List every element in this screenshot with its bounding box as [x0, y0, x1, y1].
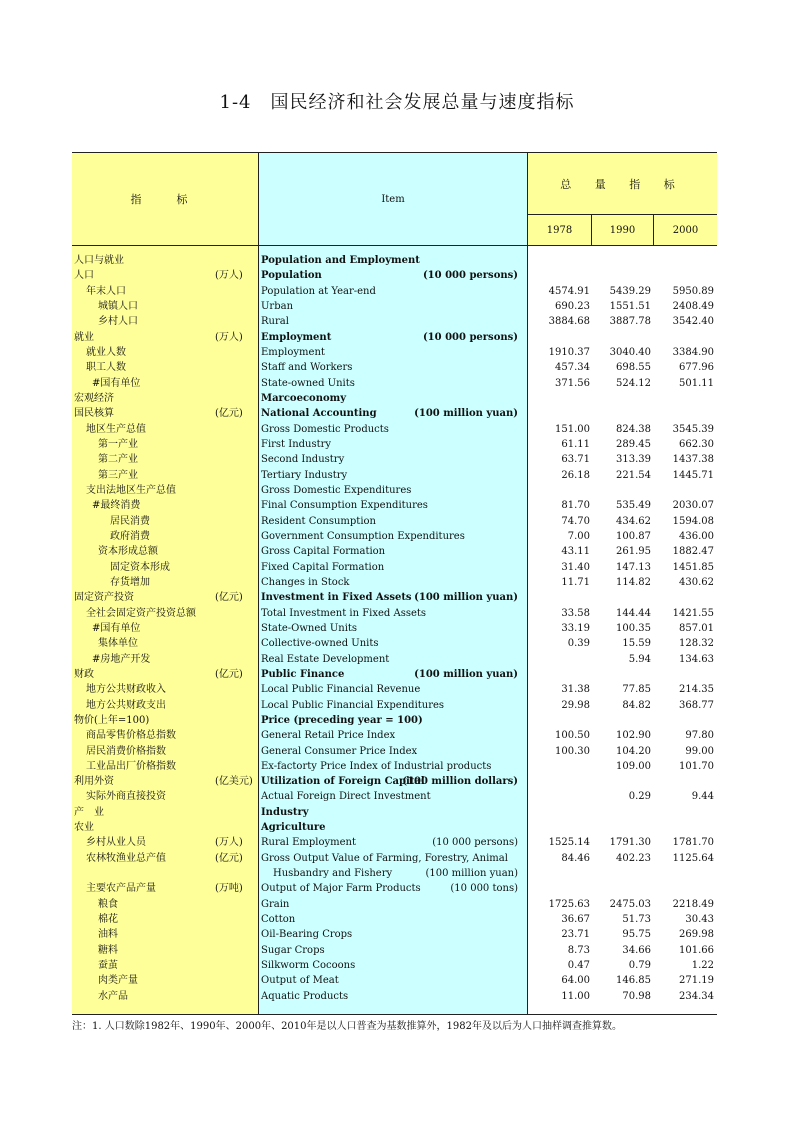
table-row [72, 805, 717, 820]
table-row [72, 652, 717, 667]
row-label-en: Real Estate Development [261, 653, 390, 665]
row-value: 1781.70 [672, 837, 714, 849]
row-value: 5.94 [628, 653, 651, 665]
row-value: 371.56 [555, 377, 590, 389]
table-row [72, 774, 717, 789]
row-value: 1725.63 [548, 898, 590, 910]
row-value: 2475.03 [609, 898, 651, 910]
row-value: 524.12 [616, 377, 651, 389]
table-row [72, 897, 717, 912]
row-label-zh: 居民消费 [110, 515, 150, 527]
row-value: 1910.37 [548, 346, 590, 358]
row-label-zh: 实际外商直接投资 [86, 791, 166, 803]
table-row [72, 912, 717, 927]
row-value: 109.00 [616, 760, 651, 772]
row-label-zh: 财政 [74, 668, 94, 680]
row-value: 3542.40 [672, 316, 714, 328]
row-value: 31.40 [561, 561, 590, 573]
row-label-en: Gross Domestic Products [261, 423, 389, 435]
row-label-en: National Accounting [261, 408, 377, 420]
row-label-zh: 就业 [74, 331, 94, 343]
row-value: 368.77 [679, 699, 714, 711]
row-label-zh: 农业 [74, 822, 94, 834]
row-label-zh: 地区生产总值 [86, 423, 146, 435]
row-value: 677.96 [679, 362, 714, 374]
row-value: 269.98 [679, 929, 714, 941]
row-label-en: Urban [261, 300, 294, 312]
table-row [72, 575, 717, 590]
row-value: 1791.30 [609, 837, 651, 849]
row-value: 144.44 [616, 607, 651, 619]
row-value: 9.44 [691, 791, 714, 803]
row-label-zh: 第一产业 [98, 438, 138, 450]
row-value: 535.49 [616, 500, 651, 512]
row-label-en: Public Finance [261, 668, 345, 680]
row-label-zh: 水产品 [98, 990, 128, 1002]
row-unit-en: (10 000 persons) [432, 837, 518, 849]
row-label-zh: 支出法地区生产总值 [86, 484, 176, 496]
row-label-en: First Industry [261, 438, 332, 450]
row-label-en: Investment in Fixed Assets [261, 592, 412, 604]
row-value: 1594.08 [672, 515, 714, 527]
row-value: 102.90 [616, 730, 651, 742]
row-value: 74.70 [561, 515, 590, 527]
row-label-zh: 粮食 [98, 898, 118, 910]
table-row [72, 498, 717, 513]
row-label-en: Ex-factorty Price Index of Industrial products [261, 760, 492, 772]
row-value: 23.71 [561, 929, 590, 941]
table-row [72, 345, 717, 360]
row-unit-en: (100 million yuan) [414, 408, 518, 420]
row-value: 11.71 [561, 576, 590, 588]
row-label-zh: 油料 [98, 929, 118, 941]
row-value: 261.95 [616, 546, 651, 558]
row-value: 3887.78 [609, 316, 651, 328]
row-value: 662.30 [679, 438, 714, 450]
row-value: 1.22 [691, 960, 714, 972]
table-row [72, 452, 717, 467]
row-value: 313.39 [616, 454, 651, 466]
row-value: 1125.64 [672, 852, 714, 864]
row-label-en: Resident Consumption [261, 515, 376, 527]
row-value: 430.62 [679, 576, 714, 588]
row-value: 11.00 [561, 990, 590, 1002]
table-row [72, 636, 717, 651]
row-value: 5439.29 [609, 285, 651, 297]
row-value: 4574.91 [548, 285, 590, 297]
row-unit-zh: (亿元) [215, 852, 243, 864]
row-value: 15.59 [622, 638, 651, 650]
row-value: 234.34 [679, 990, 714, 1002]
table-row [72, 330, 717, 345]
row-label-zh: 产 业 [74, 806, 104, 818]
row-label-zh: 国民核算 [74, 408, 114, 420]
row-label-zh: 乡村从业人员 [86, 837, 146, 849]
row-value: 7.00 [567, 530, 590, 542]
header-year: 1990 [591, 215, 654, 245]
row-label-en: Oil-Bearing Crops [261, 929, 353, 941]
row-label-en: Employment [261, 346, 325, 358]
row-value: 1551.51 [609, 300, 651, 312]
row-value: 1421.55 [672, 607, 714, 619]
table-row [72, 529, 717, 544]
row-value: 30.43 [685, 914, 714, 926]
indicator-table [72, 152, 717, 1015]
table-row [72, 881, 717, 896]
row-label-en: Final Consumption Expenditures [261, 500, 428, 512]
row-label-en: Output of Major Farm Products [261, 883, 421, 895]
row-label-zh: 糖料 [98, 944, 118, 956]
row-label-zh: 全社会固定资产投资总额 [86, 607, 196, 619]
table-row [72, 422, 717, 437]
row-unit-zh: (亿元) [215, 668, 243, 680]
row-value: 1445.71 [672, 469, 714, 481]
row-label-en: Government Consumption Expenditures [261, 530, 465, 542]
row-label-en: Utilization of Foreign Capital [261, 776, 425, 788]
row-label-en: Gross Output Value of Farming, Forestry, Animal [261, 852, 508, 864]
table-row [72, 406, 717, 421]
row-label-en: Grain [261, 898, 290, 910]
row-value: 3884.68 [548, 316, 590, 328]
row-value: 289.45 [616, 438, 651, 450]
row-value: 97.80 [685, 730, 714, 742]
row-label-zh: 棉花 [98, 914, 118, 926]
row-label-zh: 政府消费 [110, 530, 150, 542]
row-label-en: Changes in Stock [261, 576, 350, 588]
header-values [528, 153, 717, 245]
row-value: 147.13 [616, 561, 651, 573]
row-unit-en: (100 million dollars) [402, 776, 518, 788]
table-row [72, 483, 717, 498]
row-value: 81.70 [561, 500, 590, 512]
table-row [72, 268, 717, 283]
row-label-zh: 宏观经济 [74, 392, 114, 404]
row-value: 63.71 [561, 454, 590, 466]
row-value: 51.73 [622, 914, 651, 926]
row-label-zh: 农林牧渔业总产值 [86, 852, 166, 864]
row-value: 134.63 [679, 653, 714, 665]
header-year: 2000 [672, 224, 699, 236]
row-label-zh: 商品零售价格总指数 [86, 730, 176, 742]
row-unit-zh: (万吨) [215, 883, 243, 895]
row-label-zh: 乡村人口 [98, 316, 138, 328]
row-value: 1451.85 [672, 561, 714, 573]
row-value: 95.75 [622, 929, 651, 941]
row-label-en: Cotton [261, 914, 296, 926]
row-label-zh: 蚕茧 [98, 960, 118, 972]
table-row [72, 728, 717, 743]
row-label-zh: 存货增加 [110, 576, 150, 588]
header-group: 总 量 指 标 [528, 153, 717, 215]
row-value: 0.29 [628, 791, 651, 803]
table-body [72, 246, 717, 1015]
table-row [72, 468, 717, 483]
table-row [72, 698, 717, 713]
row-value: 3545.39 [672, 423, 714, 435]
row-label-zh: 居民消费价格指数 [86, 745, 166, 757]
table-row [72, 835, 717, 850]
row-label-zh: 主要农产品产量 [86, 883, 156, 895]
row-value: 100.35 [616, 622, 651, 634]
row-value: 100.30 [555, 745, 590, 757]
page-title: 1-4 国民经济和社会发展总量与速度指标 [219, 92, 575, 113]
row-value: 1437.38 [672, 454, 714, 466]
row-value: 457.34 [555, 362, 590, 374]
row-label-en: Price (preceding year = 100) [261, 714, 423, 726]
row-label-en: General Consumer Price Index [261, 745, 418, 757]
table-row [72, 927, 717, 942]
row-label-en: Marcoeconomy [261, 392, 347, 404]
table-row [72, 544, 717, 559]
row-label-en: Tertiary Industry [261, 469, 348, 481]
row-label-en: Rural Employment [261, 837, 356, 849]
row-value: 70.98 [622, 990, 651, 1002]
row-label-en: Collective-owned Units [261, 638, 379, 650]
row-label-zh: 地方公共财政支出 [86, 699, 166, 711]
row-unit-zh: (亿美元) [215, 776, 253, 788]
row-unit-en: (100 million yuan) [414, 668, 518, 680]
row-value: 34.66 [622, 944, 651, 956]
row-value: 0.47 [567, 960, 590, 972]
row-label-en: Population at Year-end [261, 285, 376, 297]
table-header [72, 152, 717, 246]
row-label-zh: 集体单位 [98, 638, 138, 650]
table-row [72, 284, 717, 299]
row-label-en: Second Industry [261, 454, 345, 466]
row-value: 84.82 [622, 699, 651, 711]
row-value: 3384.90 [672, 346, 714, 358]
row-label-zh: 地方公共财政收入 [86, 684, 166, 696]
table-row [72, 759, 717, 774]
row-label-en: Population and Employment [261, 255, 420, 266]
row-label-en: Sugar Crops [261, 944, 325, 956]
row-label-en: Total Investment in Fixed Assets [261, 607, 427, 619]
table-row [72, 590, 717, 605]
row-value: 434.62 [616, 515, 651, 527]
row-label-en: Gross Capital Formation [261, 546, 386, 558]
row-value: 104.20 [616, 745, 651, 757]
row-label-zh: 工业品出厂价格指数 [86, 760, 176, 772]
row-value: 151.00 [555, 423, 590, 435]
row-value: 5950.89 [672, 285, 714, 297]
table-row [72, 820, 717, 835]
row-label-zh: 职工人数 [86, 362, 126, 374]
row-label-en: Rural [261, 316, 289, 328]
row-label-zh: 第二产业 [98, 454, 138, 466]
header-item: Item [258, 153, 528, 245]
table-row [72, 713, 717, 728]
row-unit-en: (100 million yuan) [425, 868, 518, 880]
row-value: 31.38 [561, 684, 590, 696]
table-rows [72, 253, 717, 1004]
row-label-en: State-owned Units [261, 377, 355, 389]
row-value: 3040.40 [609, 346, 651, 358]
row-unit-zh: (万人) [215, 837, 243, 849]
row-label-en: Fixed Capital Formation [261, 561, 385, 573]
row-label-zh: 城镇人口 [98, 300, 138, 312]
table-row [72, 744, 717, 759]
table-row [72, 989, 717, 1004]
row-value: 101.70 [679, 760, 714, 772]
row-value: 43.11 [561, 546, 590, 558]
row-value: 2218.49 [672, 898, 714, 910]
table-row [72, 360, 717, 375]
row-value: 402.23 [616, 852, 651, 864]
row-value: 99.00 [685, 745, 714, 757]
row-label-zh: 年末人口 [86, 285, 126, 297]
table-row [72, 958, 717, 973]
row-value: 33.19 [561, 622, 590, 634]
row-value: 33.58 [561, 607, 590, 619]
row-label-en: Actual Foreign Direct Investment [261, 791, 431, 803]
row-label-zh: 物价(上年=100) [74, 714, 150, 726]
row-label-zh: 肉类产量 [98, 975, 138, 987]
row-label-en: Local Public Financial Expenditures [261, 699, 445, 711]
table-row [72, 560, 717, 575]
row-label-zh: 资本形成总额 [98, 546, 158, 558]
row-label-zh: #国有单位 [92, 622, 141, 634]
header-indicator: 指 标 [72, 153, 258, 245]
row-label-en: Silkworm Cocoons [261, 960, 356, 972]
row-value: 114.82 [616, 576, 651, 588]
row-value: 698.55 [616, 362, 651, 374]
row-value: 100.87 [616, 530, 651, 542]
row-label-en: Local Public Financial Revenue [261, 684, 421, 696]
row-value: 2030.07 [672, 500, 714, 512]
row-value: 61.11 [561, 438, 590, 450]
table-row [72, 314, 717, 329]
table-row [72, 789, 717, 804]
row-label-zh: #最终消费 [92, 500, 141, 512]
row-value: 101.66 [679, 944, 714, 956]
row-label-en: Gross Domestic Expenditures [261, 484, 412, 496]
row-value: 29.98 [561, 699, 590, 711]
row-unit-zh: (亿元) [215, 592, 243, 604]
row-label-en: Agriculture [261, 822, 326, 834]
row-value: 824.38 [616, 423, 651, 435]
row-value: 36.67 [561, 914, 590, 926]
row-value: 0.79 [628, 960, 651, 972]
row-value: 8.73 [567, 944, 590, 956]
row-value: 690.23 [555, 300, 590, 312]
row-value: 77.85 [622, 684, 651, 696]
row-value: 1525.14 [548, 837, 590, 849]
row-value: 501.11 [679, 377, 714, 389]
row-value: 221.54 [616, 469, 651, 481]
row-label-en: State-Owned Units [261, 622, 358, 634]
row-label-en: Aquatic Products [261, 990, 349, 1002]
row-label-zh: 利用外资 [74, 776, 114, 788]
row-value: 1882.47 [672, 546, 714, 558]
row-label-zh: 就业人数 [86, 346, 126, 358]
table-row [72, 606, 717, 621]
row-unit-en: (10 000 persons) [422, 331, 518, 343]
row-label-en: Staff and Workers [261, 362, 353, 374]
table-row [72, 514, 717, 529]
row-label-en: Population [261, 270, 322, 282]
table-row [72, 391, 717, 406]
row-value: 146.85 [616, 975, 651, 987]
row-value: 0.39 [567, 638, 590, 650]
table-row [72, 621, 717, 636]
table-row [72, 667, 717, 682]
row-value: 214.35 [679, 684, 714, 696]
table-row [72, 851, 717, 866]
row-unit-zh: (万人) [215, 331, 243, 343]
row-unit-en: (100 million yuan) [414, 592, 518, 604]
row-value: 128.32 [679, 638, 714, 650]
row-value: 436.00 [679, 530, 714, 542]
table-row [72, 682, 717, 697]
row-label-en: Husbandry and Fishery [273, 868, 393, 880]
row-unit-zh: (万人) [215, 270, 243, 282]
row-value: 271.19 [679, 975, 714, 987]
header-year: 1978 [546, 224, 573, 236]
row-unit-en: (10 000 tons) [450, 883, 518, 895]
row-value: 857.01 [679, 622, 714, 634]
table-row [72, 299, 717, 314]
table-row [72, 376, 717, 391]
row-label-en: General Retail Price Index [261, 730, 396, 742]
table-row [72, 973, 717, 988]
footnote: 注：1. 人口数除1982年、1990年、2000年、2010年是以人口普查为基数推算外，1982年及以后为人口抽样调查推算数。 [72, 1021, 622, 1032]
row-label-zh: 人口 [74, 270, 94, 282]
table-row [72, 437, 717, 452]
table-row [72, 253, 717, 268]
row-label-zh: 固定资本形成 [110, 561, 170, 573]
row-unit-en: (10 000 persons) [422, 270, 518, 282]
row-value: 2408.49 [672, 300, 714, 312]
row-unit-zh: (亿元) [215, 408, 243, 420]
row-label-en: Industry [261, 806, 309, 818]
row-value: 26.18 [561, 469, 590, 481]
row-value: 64.00 [561, 975, 590, 987]
row-label-zh: 人口与就业 [74, 255, 124, 266]
row-label-en: Output of Meat [261, 975, 339, 987]
row-label-zh: #房地产开发 [92, 653, 151, 665]
table-row [72, 943, 717, 958]
row-label-zh: 固定资产投资 [74, 592, 134, 604]
table-row [72, 866, 717, 881]
row-label-zh: 第三产业 [98, 469, 138, 481]
row-value: 100.50 [555, 730, 590, 742]
row-value: 84.46 [561, 852, 590, 864]
row-label-zh: #国有单位 [92, 377, 141, 389]
row-label-en: Employment [261, 331, 332, 343]
